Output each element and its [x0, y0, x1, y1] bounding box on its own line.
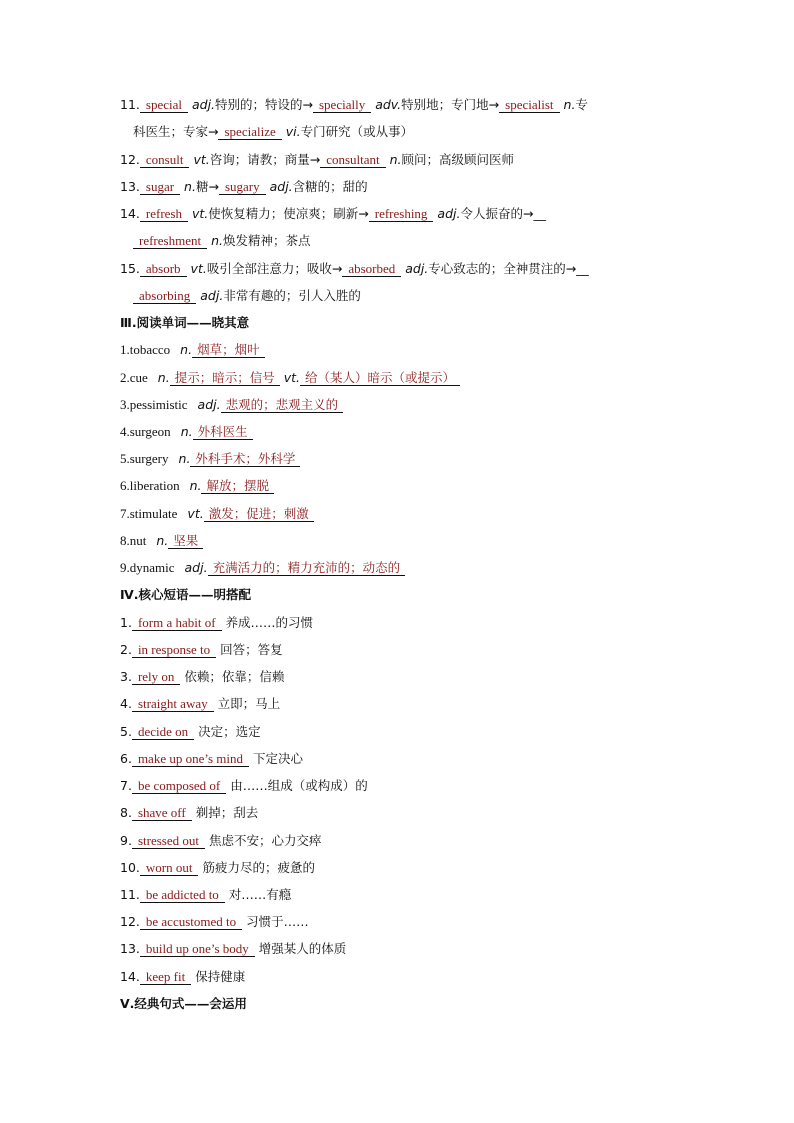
phrase-item — [120, 777, 368, 795]
phrase-item — [120, 886, 291, 904]
part-of-speech: adj. — [184, 560, 208, 575]
answer-word: absorb — [140, 261, 187, 277]
phrase-meaning: 剃掉；刮去 — [195, 805, 259, 820]
answer-word: sugary — [219, 179, 266, 195]
answer-phrase: decide on — [132, 724, 194, 740]
item-number: 14. — [120, 206, 140, 221]
item-number: 14. — [120, 969, 140, 984]
phrase-item — [120, 641, 283, 659]
reading-word-item — [120, 450, 300, 468]
item-number: 10. — [120, 860, 140, 875]
phrase-meaning: 依赖；依靠；信赖 — [184, 669, 285, 684]
item-number: 13. — [120, 179, 140, 194]
answer-meaning: 充满活力的；精力充沛的；动态的 — [208, 560, 406, 576]
part-of-speech: n. — [180, 424, 193, 439]
phrase-meaning: 焦虑不安；心力交瘁 — [208, 833, 322, 848]
vocab-word: 5.surgery — [120, 451, 169, 466]
meaning-text: 含糖的；甜的 — [292, 179, 368, 194]
item-number: 11. — [120, 887, 140, 902]
part-of-speech: n. — [211, 233, 223, 248]
vocab-word: 6.liberation — [120, 478, 180, 493]
part-of-speech: adj. — [437, 206, 461, 221]
answer-word: sugar — [140, 179, 180, 195]
reading-word-item — [120, 369, 460, 387]
phrase-item — [120, 804, 258, 822]
item-number: 12. — [120, 914, 140, 929]
answer-meaning: 给（某人）暗示（或提示） — [300, 370, 460, 386]
part-of-speech: adj. — [197, 397, 221, 412]
item-number: 9. — [120, 833, 132, 848]
section-heading-reading-words: Ⅲ.阅读单词——晓其意 — [120, 315, 250, 330]
reading-word-item — [120, 532, 203, 550]
vocab-word: 9.dynamic — [120, 560, 175, 575]
item-number: 1. — [120, 615, 132, 630]
answer-word: specialize — [218, 124, 281, 140]
part-of-speech: n. — [563, 97, 576, 112]
meaning-text: 吸引全部注意力；吸收→ — [206, 261, 343, 276]
phrase-meaning: 养成……的习惯 — [225, 615, 314, 630]
phrase-item — [120, 695, 280, 713]
phrase-item — [120, 750, 303, 768]
reading-word-item — [120, 505, 314, 523]
answer-phrase: rely on — [132, 669, 180, 685]
answer-phrase: straight away — [132, 696, 214, 712]
phrase-meaning: 增强某人的体质 — [258, 941, 347, 956]
answer-word: consultant — [320, 152, 385, 168]
part-of-speech: n. — [189, 478, 202, 493]
meaning-text: 使恢复精力；使凉爽；刷新→ — [208, 206, 369, 221]
answer-phrase: be accustomed to — [140, 914, 242, 930]
vocab-word: 7.stimulate — [120, 506, 178, 521]
phrase-meaning: 习惯于…… — [246, 914, 309, 929]
part-of-speech: n. — [156, 533, 169, 548]
section-heading-classic-sentences: Ⅴ.经典句式——会运用 — [120, 996, 247, 1011]
answer-word: absorbed — [342, 261, 401, 277]
item-number: 13. — [120, 941, 140, 956]
answer-phrase: in response to — [132, 642, 216, 658]
meaning-text: 专心致志的；全神贯注的→__ — [428, 261, 589, 276]
phrase-item — [120, 668, 284, 686]
answer-phrase: stressed out — [132, 833, 205, 849]
answer-word: refreshing — [369, 206, 434, 222]
part-of-speech: n. — [157, 370, 170, 385]
reading-word-item — [120, 559, 405, 577]
phrase-item — [120, 859, 315, 877]
answer-meaning: 坚果 — [168, 533, 203, 549]
meaning-text: 咨询；请教；商量→ — [209, 152, 321, 167]
phrase-item — [120, 614, 313, 632]
derivation-line-13 — [120, 178, 368, 196]
part-of-speech: vt. — [190, 261, 207, 276]
meaning-text: 糖→ — [195, 179, 219, 194]
item-number: 3. — [120, 669, 132, 684]
answer-phrase: be addicted to — [140, 887, 225, 903]
answer-phrase: worn out — [140, 860, 199, 876]
answer-word: specially — [313, 97, 371, 113]
answer-word: consult — [140, 152, 190, 168]
answer-meaning: 烟草；烟叶 — [192, 342, 265, 358]
vocab-word: 1.tobacco — [120, 342, 171, 357]
meaning-text: 专门研究（或从事） — [300, 124, 414, 139]
derivation-line-12 — [120, 151, 514, 169]
part-of-speech: n. — [184, 179, 196, 194]
answer-meaning: 激发；促进；刺激 — [204, 506, 314, 522]
part-of-speech: adj. — [200, 288, 224, 303]
answer-meaning: 外科手术；外科学 — [190, 451, 300, 467]
phrase-meaning: 决定；选定 — [198, 724, 261, 739]
derivation-line-15-cont — [133, 287, 361, 305]
meaning-text: 科医生；专家→ — [133, 124, 219, 139]
item-number: 8. — [120, 805, 132, 820]
answer-word: refresh — [140, 206, 188, 222]
reading-word-item — [120, 341, 265, 359]
answer-word: specialist — [499, 97, 559, 113]
meaning-text: 令人振奋的→__ — [460, 206, 546, 221]
answer-meaning: 外科医生 — [193, 424, 253, 440]
phrase-item — [120, 940, 346, 958]
vocab-word: 2.cue — [120, 370, 148, 385]
meaning-text: 特别地；专门地→ — [401, 97, 500, 112]
section-heading-core-phrases: Ⅳ.核心短语——明搭配 — [120, 587, 251, 602]
part-of-speech: adj. — [405, 261, 429, 276]
answer-phrase: build up one’s body — [140, 941, 255, 957]
item-number: 15. — [120, 261, 140, 276]
answer-word: special — [140, 97, 188, 113]
answer-phrase: form a habit of — [132, 615, 222, 631]
part-of-speech: vi. — [285, 124, 301, 139]
answer-meaning: 提示；暗示；信号 — [170, 370, 280, 386]
derivation-line-11 — [120, 96, 588, 114]
answer-phrase: shave off — [132, 805, 192, 821]
derivation-line-14-cont — [133, 232, 311, 250]
answer-phrase: keep fit — [140, 969, 191, 985]
derivation-line-14 — [120, 205, 546, 223]
derivation-line-11-cont — [133, 123, 413, 141]
reading-word-item — [120, 477, 274, 495]
phrase-meaning: 下定决心 — [253, 751, 304, 766]
phrase-meaning: 立即；马上 — [217, 696, 281, 711]
part-of-speech: vt. — [187, 506, 204, 521]
item-number: 5. — [120, 724, 132, 739]
meaning-text: 非常有趣的；引人入胜的 — [223, 288, 361, 303]
phrase-item — [120, 913, 309, 931]
part-of-speech: n. — [178, 451, 191, 466]
reading-word-item — [120, 396, 343, 414]
phrase-meaning: 保持健康 — [195, 969, 246, 984]
part-of-speech: vt. — [191, 206, 209, 221]
answer-word: refreshment — [133, 233, 207, 249]
meaning-text: 顾问；高级顾问医师 — [401, 152, 515, 167]
answer-word: absorbing — [133, 288, 196, 304]
phrase-meaning: 筋疲力尽的；疲惫的 — [202, 860, 315, 875]
phrase-item — [120, 968, 245, 986]
phrase-meaning: 由……组成（或构成）的 — [230, 778, 368, 793]
part-of-speech: n. — [180, 342, 193, 357]
item-number: 7. — [120, 778, 132, 793]
part-of-speech: adj. — [269, 179, 293, 194]
answer-meaning: 悲观的；悲观主义的 — [221, 397, 344, 413]
answer-phrase: make up one’s mind — [132, 751, 249, 767]
phrase-meaning: 对……有瘾 — [228, 887, 292, 902]
answer-meaning: 解放；摆脱 — [201, 478, 274, 494]
vocab-word: 8.nut — [120, 533, 147, 548]
item-number: 12. — [120, 152, 140, 167]
part-of-speech: adv. — [375, 97, 402, 112]
item-number: 2. — [120, 642, 132, 657]
part-of-speech: adj. — [191, 97, 216, 112]
reading-word-item — [120, 423, 253, 441]
part-of-speech: vt. — [283, 370, 300, 385]
meaning-text: 焕发精神；茶点 — [222, 233, 311, 248]
derivation-line-15 — [120, 260, 589, 278]
phrase-meaning: 回答；答复 — [220, 642, 283, 657]
phrase-item — [120, 723, 261, 741]
vocab-word: 3.pessimistic — [120, 397, 188, 412]
phrase-item — [120, 832, 321, 850]
item-number: 11. — [120, 97, 140, 112]
meaning-text: 专 — [575, 97, 588, 112]
answer-phrase: be composed of — [132, 778, 226, 794]
meaning-text: 特别的；特设的→ — [215, 97, 313, 112]
part-of-speech: vt. — [193, 152, 210, 167]
vocab-word: 4.surgeon — [120, 424, 171, 439]
part-of-speech: n. — [389, 152, 402, 167]
item-number: 6. — [120, 751, 132, 766]
item-number: 4. — [120, 696, 132, 711]
